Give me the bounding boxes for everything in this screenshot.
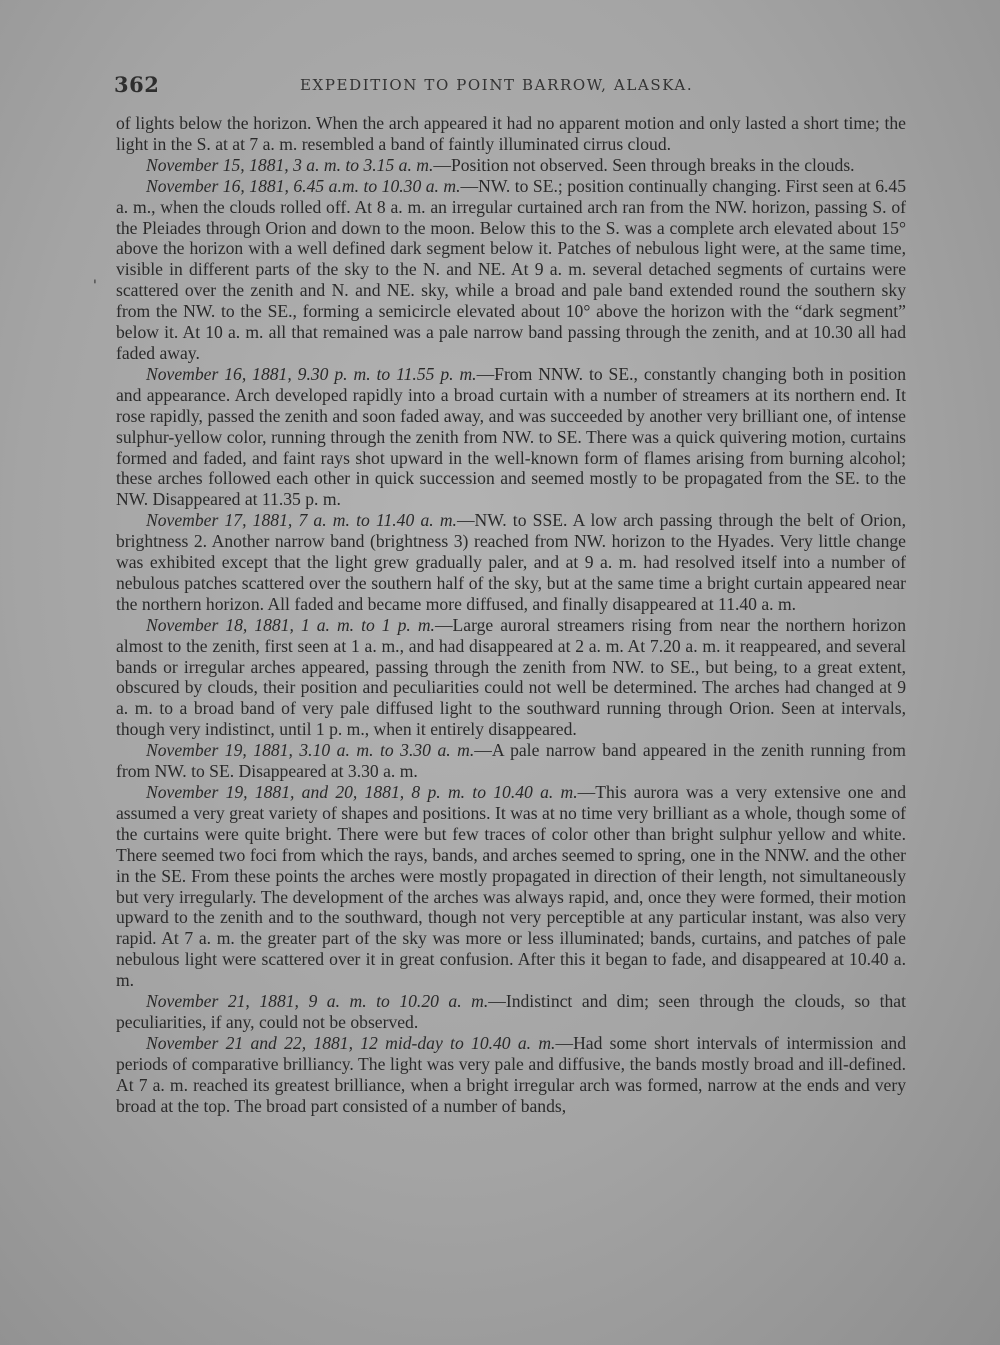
entry-text: —A pale narrow band appeared in the zenith running from from NW. to SE. Disappeared at 3.30 a. m. <box>116 740 906 782</box>
entry-date: November 18, 1881, 1 a. m. to 1 p. m. <box>146 614 435 635</box>
page-header-title: EXPEDITION TO POINT BARROW, ALASKA. <box>300 76 694 94</box>
body-text <box>116 113 906 1117</box>
entry-text: —Indistinct and dim; seen through the clouds, so that peculiarities, if any, could not be observed. <box>116 991 907 1032</box>
entry-text: —This aurora was a very extensive one and assumed a very great variety of shapes and positions. It was at no time very brilliant as a whole, though some of the curtains were quite bright. There were but few traces of color other than bright sulphur yellow and white. There seemed two foci from which the rays, bands, and arches seemed to spring, one in the NNW. and the other in the SE. From these points the arches were mostly propagated in direction of their length, not simultaneously but very irregularly. The development of the arches was always rapid, and, once they were formed, their motion upward to the zenith and to the southward, though not very perceptible at any particular instant, was also very rapid. At 7 a. m. the greater part of the sky was more or less illuminated; bands, curtains, and patches of pale nebulous light were scattered over it in great confusion. After this it began to fade, and disappeared at 10.40 a. m. <box>116 782 906 991</box>
paragraph <box>116 113 906 155</box>
entry-text: —NW. to SSE. A low arch passing through the belt of Orion, brightness 2. Another narrow band (brightness 3) reached from NW. horizon to the Hyades. Very little change was exhibited except that the light grew gradually paler, and at 9 a. m. had resolved itself into a number of nebulous patches scattered over the southern half of the sky, but at the same time a bright curtain appeared near the northern horizon. All faded and became more diffused, and finally disappeared at 11.40 a. m. <box>116 510 906 614</box>
log-entry <box>116 740 906 782</box>
entry-date: November 15, 1881, 3 a. m. to 3.15 a. m. <box>146 154 434 175</box>
log-entry <box>116 155 906 176</box>
entry-text: —Large auroral streamers rising from near the northern horizon almost to the zenith, first seen at 1 a. m., and had disappeared at 2 a. m. At 7.20 a. m. it reappeared, and several bands or irregular arches appeared, passing through the zenith from NW. to SE., but being, to a great extent, obscured by clouds, their position and peculiarities could not well be determined. The arches had changed at 9 a. m. to a broad band of very pale diffused light to the southward running through Orion. Seen at intervals, though very indistinct, until 1 p. m., when it entirely disappeared. <box>116 614 906 740</box>
log-entry <box>116 364 906 510</box>
entry-date: November 19, 1881, 3.10 a. m. to 3.30 a. m. <box>146 740 475 761</box>
log-entry <box>116 782 906 991</box>
entry-text: —Position not observed. Seen through breaks in the clouds. <box>433 154 855 175</box>
running-head <box>114 72 914 102</box>
paragraph-text: of lights below the horizon. When the arch appeared it had no apparent motion and only lasted a short time; the light in the S. at at 7 a. m. resembled a band of faintly illuminated cirrus cloud. <box>116 113 906 154</box>
margin-mark: ' <box>93 278 97 294</box>
entry-text: —From NNW. to SE., constantly changing both in position and appearance. Arch developed rapidly into a broad curtain with a number of streamers at its northern end. It rose rapidly, passed the zenith and soon faded away, and was succeeded by another very brilliant one, of intense sulphur-yellow color, running through the zenith from NW. to SE. There was a quick quivering motion, curtains formed and faded, and faint rays shot upward in the well-known form of flames arising from burning alcohol; these arches followed each other in quick succession and seemed mostly to be propagated from the SE. to the NW. Disappeared at 11.35 p. m. <box>116 363 906 510</box>
entry-date: November 16, 1881, 9.30 p. m. to 11.55 p. m. <box>146 363 477 384</box>
log-entry <box>116 991 906 1033</box>
log-entry <box>116 1033 906 1117</box>
entry-text: —NW. to SE.; position continually changing. First seen at 6.45 a. m., when the clouds rolled off. At 8 a. m. an irregular curtained arch ran from the NW. horizon, passing S. of the Pleiades through Orion and down to the moon. Below this to the S. was a complete arch elevated about 15° above the horizon with a well defined dark segment below it. Patches of nebulous light were, at the same time, visible in different parts of the sky to the N. and NE. At 9 a. m. several detached segments of curtains were scattered over the zenith and N. and NE. sky, while a broad and pale band extended round the southern sky from the NW. to the SE., forming a semicircle elevated about 10° above the horizon with the “dark segment” below it. At 10 a. m. all that remained was a pale narrow band passing through the zenith, and at 10.30 all had faded away. <box>116 175 906 363</box>
log-entry <box>116 176 906 364</box>
entry-text: —Had some short intervals of intermission and periods of comparative brilliancy. The light was very pale and diffusive, the bands mostly broad and ill-defined. At 7 a. m. reached its greatest brilliance, when a bright irregular arch was formed, narrow at the ends and very broad at the top. The broad part consisted of a number of bands, <box>116 1032 906 1116</box>
entry-date: November 17, 1881, 7 a. m. to 11.40 a. m. <box>146 510 457 531</box>
log-entry <box>116 510 906 615</box>
entry-date: November 16, 1881, 6.45 a.m. to 10.30 a. m. <box>146 175 461 196</box>
entry-date: November 19, 1881, and 20, 1881, 8 p. m. to 10.40 a. m. <box>146 782 578 802</box>
page-number: 362 <box>114 72 160 97</box>
entry-date: November 21, 1881, 9 a. m. to 10.20 a. m. <box>146 991 489 1012</box>
log-entry <box>116 615 906 740</box>
entry-date: November 21 and 22, 1881, 12 mid-day to 10.40 a. m. <box>146 1032 556 1053</box>
